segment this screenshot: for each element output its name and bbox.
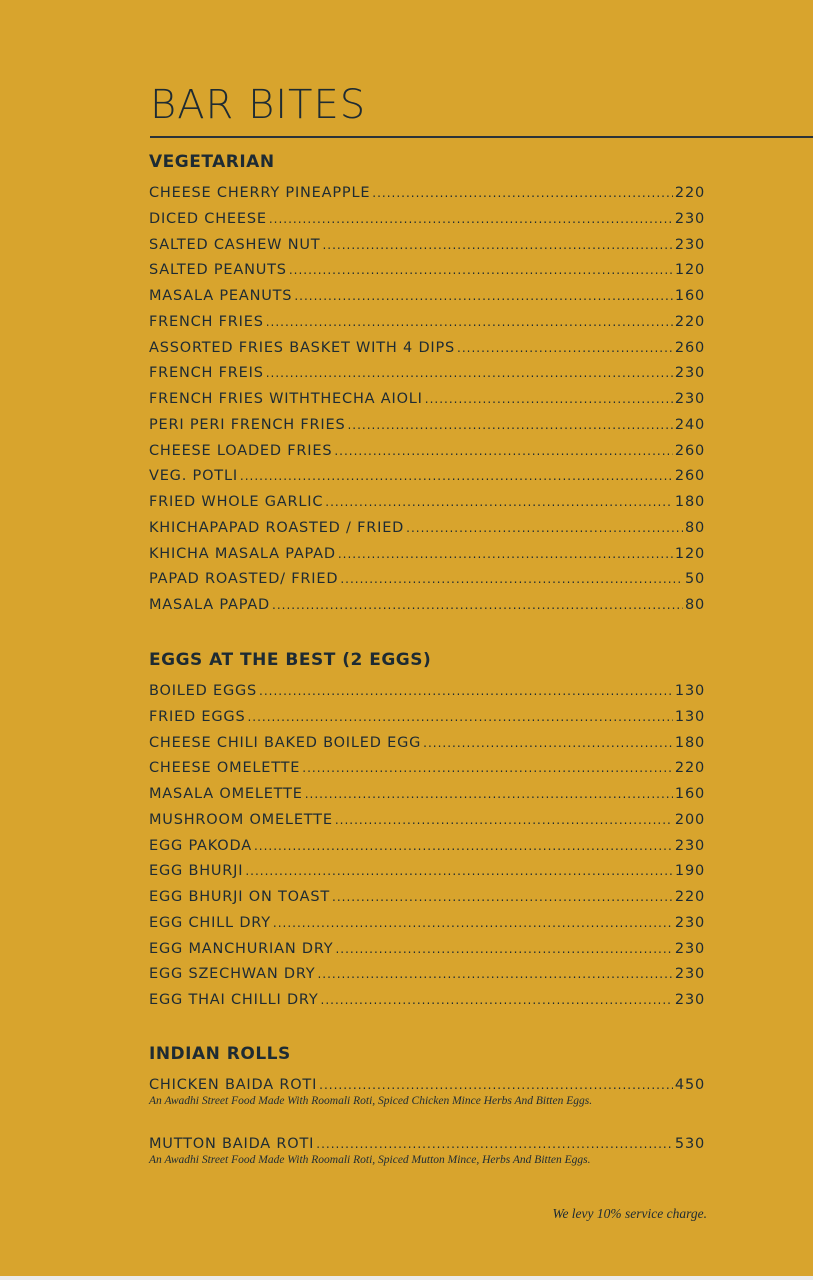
- menu-item: [149, 705, 705, 731]
- item-name: CHICKEN BAIDA ROTI: [149, 1077, 318, 1093]
- menu-list: [149, 679, 705, 1014]
- item-price: 450: [674, 1077, 705, 1093]
- item-name: FRENCH FREIS: [149, 365, 264, 382]
- item-name: EGG THAI CHILLI DRY: [149, 992, 319, 1008]
- item-price: 180: [674, 494, 705, 510]
- item-price: 130: [674, 708, 705, 725]
- dot-leader: [347, 413, 672, 439]
- dot-leader: [425, 387, 673, 413]
- item-name: PAPAD ROASTED/ FRIED: [149, 571, 339, 588]
- item-price: 190: [674, 863, 705, 880]
- item-name: FRIED WHOLE GARLIC: [149, 494, 324, 510]
- item-price: 80: [684, 519, 705, 536]
- dot-leader: [338, 542, 673, 568]
- menu-item: [149, 464, 705, 490]
- item-price: 120: [674, 545, 705, 562]
- menu-item-row: [149, 336, 705, 362]
- menu-item-row: [149, 516, 705, 542]
- dot-leader: [406, 516, 683, 542]
- dot-leader: [322, 233, 672, 259]
- menu-item: [149, 859, 705, 885]
- item-name: FRIED EGGS: [149, 708, 246, 725]
- dot-leader: [245, 859, 673, 885]
- item-price: 220: [674, 760, 705, 777]
- item-price: 530: [674, 1135, 705, 1152]
- item-price: 220: [674, 313, 705, 330]
- service-charge-note: We levy 10% service charge.: [552, 1206, 707, 1221]
- menu-list: [149, 181, 705, 619]
- item-price: 230: [674, 391, 705, 407]
- item-name: MUSHROOM OMELETTE: [149, 811, 333, 828]
- menu-item: [149, 233, 705, 259]
- menu-item: [149, 361, 705, 387]
- item-name: MASALA PEANUTS: [149, 288, 293, 304]
- menu-item: [149, 181, 705, 207]
- item-description: An Awadhi Street Food Made With Roomali Roti, Spiced Mutton Mince, Herbs And Bitten Eggs.: [149, 1153, 591, 1166]
- item-price: 160: [674, 786, 705, 802]
- menu-item-row: [149, 361, 705, 387]
- dot-leader: [340, 567, 683, 593]
- menu-item-row: [149, 181, 705, 207]
- section-indian-rolls: [149, 1043, 705, 1191]
- item-description: An Awadhi Street Food Made With Roomali Roti, Spiced Chicken Mince Herbs And Bitten Eggs.: [149, 1094, 593, 1107]
- menu-item: [149, 782, 705, 808]
- menu-item: [149, 937, 705, 963]
- dot-leader: [372, 181, 673, 207]
- menu-item-row: [149, 413, 705, 439]
- menu-item: [149, 756, 705, 782]
- item-price: 260: [674, 442, 705, 459]
- menu-item-row: [149, 731, 705, 757]
- menu-item: [149, 207, 705, 233]
- item-price: 260: [674, 468, 705, 485]
- menu-item: [149, 258, 705, 284]
- dot-leader: [457, 336, 673, 362]
- item-name: MUTTON BAIDA ROTI: [149, 1135, 315, 1152]
- section-heading: VEGETARIAN: [149, 152, 275, 172]
- item-price: 120: [674, 262, 705, 279]
- menu-item-row: [149, 542, 705, 568]
- menu-item: [149, 1132, 705, 1167]
- menu-item-row: [149, 705, 705, 731]
- item-price: 230: [674, 992, 705, 1008]
- item-price: 260: [674, 339, 705, 356]
- dot-leader: [332, 885, 673, 911]
- item-price: 50: [684, 571, 705, 588]
- menu-item-row: [149, 911, 705, 937]
- dot-leader: [254, 834, 673, 860]
- menu-item: [149, 885, 705, 911]
- dot-leader: [305, 782, 673, 808]
- menu-item: [149, 439, 705, 465]
- menu-item-row: [149, 808, 705, 834]
- menu-item: [149, 516, 705, 542]
- section-heading: INDIAN ROLLS: [149, 1044, 291, 1064]
- item-price: 230: [674, 210, 705, 227]
- menu-item-row: [149, 310, 705, 336]
- item-name: ASSORTED FRIES BASKET WITH 4 DIPS: [149, 339, 456, 356]
- item-name: EGG CHILL DRY: [149, 914, 271, 931]
- dot-leader: [289, 258, 673, 284]
- menu-item: [149, 1073, 705, 1108]
- item-name: EGG BHURJI: [149, 863, 244, 880]
- menu-item-row: [149, 258, 705, 284]
- menu-item-row: [149, 233, 705, 259]
- menu-item: [149, 413, 705, 439]
- section-vegetarian: [149, 151, 705, 619]
- item-name: CHEESE CHILI BAKED BOILED EGG: [149, 734, 422, 751]
- menu-item: [149, 490, 705, 516]
- dot-leader: [240, 464, 673, 490]
- menu-item-row: [149, 885, 705, 911]
- item-price: 220: [674, 889, 705, 905]
- dot-leader: [335, 808, 673, 834]
- item-price: 160: [674, 288, 705, 304]
- dot-leader: [317, 962, 672, 988]
- dot-leader: [423, 731, 673, 757]
- dot-leader: [269, 207, 673, 233]
- dot-leader: [325, 490, 673, 516]
- menu-item-row: [149, 439, 705, 465]
- menu-item-row: [149, 490, 705, 516]
- menu-item-row: [149, 937, 705, 963]
- menu-list: [149, 1073, 705, 1167]
- menu-item-row: [149, 834, 705, 860]
- menu-item-row: [149, 284, 705, 310]
- dot-leader: [259, 679, 673, 705]
- item-price: 230: [674, 837, 705, 854]
- menu-item: [149, 808, 705, 834]
- page-title: BAR BITES: [150, 82, 367, 128]
- item-price: 220: [674, 185, 705, 201]
- item-name: CHEESE CHERRY PINEAPPLE: [149, 185, 371, 201]
- menu-item-row: [149, 988, 705, 1014]
- item-price: 130: [674, 683, 705, 699]
- item-price: 230: [674, 236, 705, 253]
- menu-item: [149, 387, 705, 413]
- item-name: CHEESE OMELETTE: [149, 760, 301, 777]
- dot-leader: [302, 756, 673, 782]
- menu-item-row: [149, 679, 705, 705]
- item-name: MASALA PAPAD: [149, 597, 270, 613]
- menu-item-row: [149, 387, 705, 413]
- dot-leader: [266, 361, 673, 387]
- item-price: 230: [674, 940, 705, 957]
- item-price: 230: [674, 914, 705, 931]
- menu-item-row: [149, 593, 705, 619]
- dot-leader: [266, 310, 673, 336]
- menu-item-row: [149, 207, 705, 233]
- item-name: FRENCH FRIES WITHTHECHA AIOLI: [149, 391, 423, 407]
- title-divider: [150, 136, 813, 138]
- item-price: 180: [674, 734, 705, 751]
- menu-item: [149, 336, 705, 362]
- menu-item: [149, 988, 705, 1014]
- item-name: PERI PERI FRENCH FRIES: [149, 416, 346, 433]
- menu-item: [149, 834, 705, 860]
- menu-item: [149, 542, 705, 568]
- dot-leader: [335, 937, 672, 963]
- item-name: EGG MANCHURIAN DRY: [149, 940, 334, 957]
- menu-item: [149, 593, 705, 619]
- item-name: EGG BHURJI ON TOAST: [149, 889, 331, 905]
- section-eggs: [149, 649, 705, 1014]
- item-price: 80: [684, 597, 705, 613]
- bottom-border: [0, 1276, 813, 1280]
- menu-item-row: [149, 859, 705, 885]
- dot-leader: [272, 593, 683, 619]
- menu-item-row: [149, 756, 705, 782]
- item-price: 230: [674, 966, 705, 983]
- item-name: KHICHA MASALA PAPAD: [149, 545, 336, 562]
- section-heading: EGGS AT THE BEST (2 EGGS): [149, 650, 432, 670]
- item-name: MASALA OMELETTE: [149, 786, 303, 802]
- dot-leader: [294, 284, 673, 310]
- item-price: 240: [674, 416, 705, 433]
- item-price: 230: [674, 365, 705, 382]
- item-name: BOILED EGGS: [149, 683, 258, 699]
- item-name: KHICHAPAPAD ROASTED / FRIED: [149, 519, 405, 536]
- item-name: SALTED CASHEW NUT: [149, 236, 321, 253]
- menu-item: [149, 731, 705, 757]
- dot-leader: [273, 911, 673, 937]
- item-name: CHEESE LOADED FRIES: [149, 442, 333, 459]
- item-name: SALTED PEANUTS: [149, 262, 287, 279]
- item-name: VEG. POTLI: [149, 468, 238, 485]
- menu-item: [149, 679, 705, 705]
- menu-item: [149, 962, 705, 988]
- menu-item-row: [149, 567, 705, 593]
- item-name: EGG PAKODA: [149, 837, 252, 854]
- menu-item: [149, 310, 705, 336]
- dot-leader: [321, 988, 673, 1014]
- dot-leader: [334, 439, 673, 465]
- item-name: FRENCH FRIES: [149, 313, 264, 330]
- menu-item-row: [149, 782, 705, 808]
- menu-item: [149, 567, 705, 593]
- menu-item-row: [149, 464, 705, 490]
- menu-item-row: [149, 962, 705, 988]
- menu-item: [149, 911, 705, 937]
- item-name: DICED CHEESE: [149, 210, 267, 227]
- item-name: EGG SZECHWAN DRY: [149, 966, 316, 983]
- item-price: 200: [674, 811, 705, 828]
- dot-leader: [247, 705, 672, 731]
- menu-item: [149, 284, 705, 310]
